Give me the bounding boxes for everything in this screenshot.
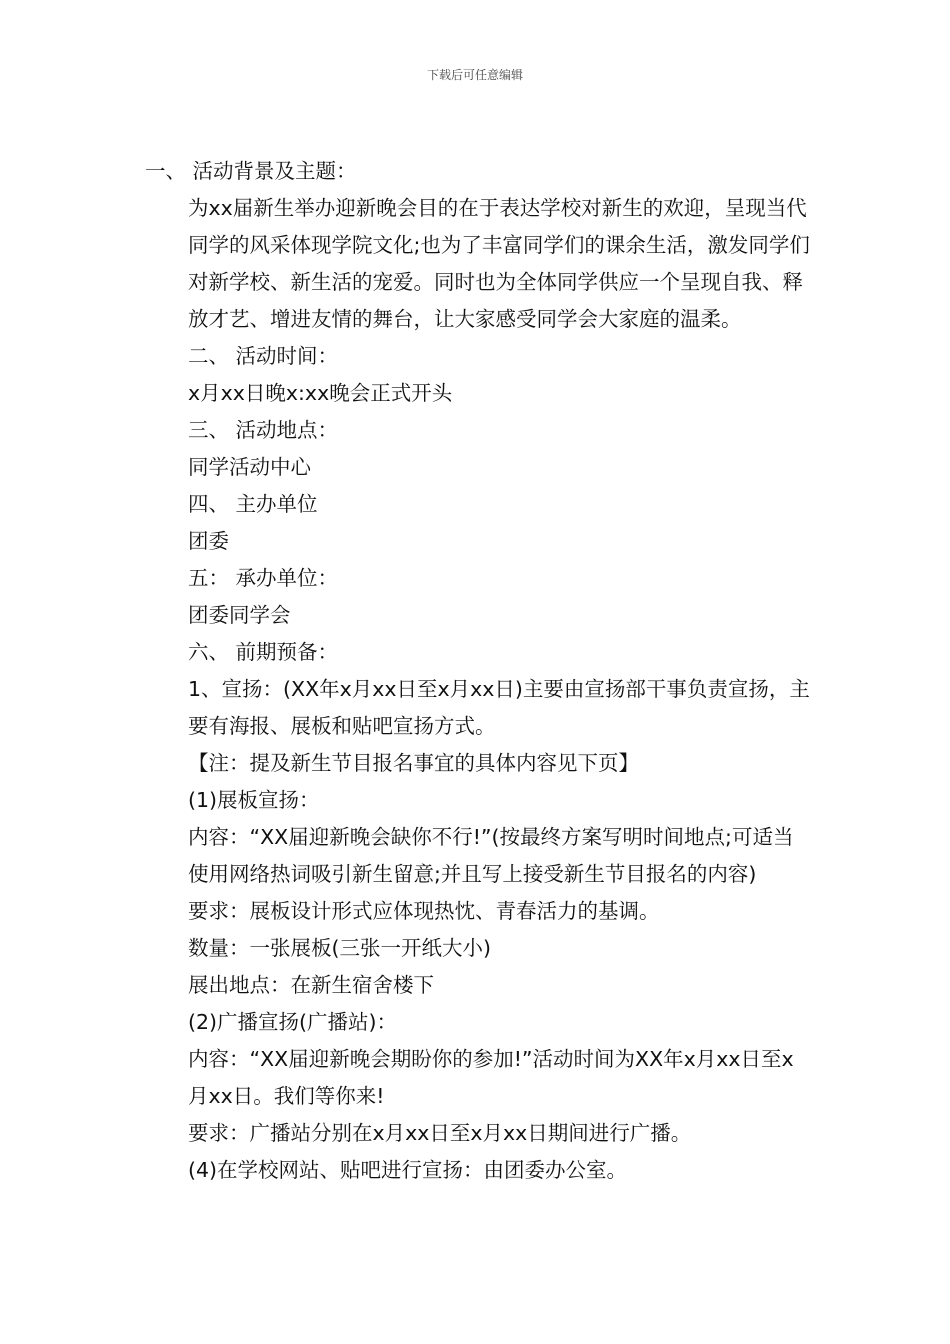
paragraph-host: 团委同学会 [188, 603, 291, 627]
paragraph-broadcast-content: 内容：“XX届迎新晚会期盼你的参加!”活动时间为XX年x月xx日至x月xx日。我们等你来! [188, 1047, 794, 1108]
subheading-board: (1)展板宣扬： [188, 788, 320, 812]
paragraph-time: x月xx日晚x:xx晚会正式开头 [188, 381, 453, 405]
section-heading-background: 一、 活动背景及主题： [145, 159, 357, 183]
document-body [145, 153, 810, 1189]
section-heading-location: 三、 活动地点： [188, 418, 339, 442]
section-heading-time: 二、 活动时间： [188, 344, 339, 368]
paragraph-board-quantity: 数量：一张展板(三张一开纸大小) [188, 936, 491, 960]
paragraph-organizer: 团委 [188, 529, 229, 553]
section-heading-host: 五： 承办单位： [188, 566, 339, 590]
paragraph-board-content: 内容：“XX届迎新晚会缺你不行!”(按最终方案写明时间地点;可适当使用网络热词吸引新生留意;并且写上接受新生节目报名的内容) [188, 825, 794, 886]
paragraph-broadcast-requirement: 要求：广播站分别在x月xx日至x月xx日期间进行广播。 [188, 1121, 692, 1145]
paragraph-board-requirement: 要求：展板设计形式应体现热忱、青春活力的基调。 [188, 899, 660, 923]
paragraph-location: 同学活动中心 [188, 455, 311, 479]
page-header: 下载后可任意编辑 [426, 68, 523, 82]
section-heading-preparation: 六、 前期预备： [188, 640, 339, 664]
section-heading-organizer: 四、 主办单位 [188, 492, 318, 516]
paragraph-board-location: 展出地点：在新生宿舍楼下 [188, 973, 434, 997]
paragraph-website: (4)在学校网站、贴吧进行宣扬：由团委办公室。 [188, 1158, 628, 1182]
paragraph-promotion: 1、宣扬：(XX年x月xx日至x月xx日)主要由宣扬部干事负责宣扬，主要有海报、展板和贴吧宣扬方式。 [188, 677, 810, 738]
subheading-broadcast: (2)广播宣扬(广播站)： [188, 1010, 398, 1034]
paragraph-note: 【注：提及新生节目报名事宜的具体内容见下页】 [188, 751, 639, 775]
paragraph-background: 为xx届新生举办迎新晚会目的在于表达学校对新生的欢迎，呈现当代同学的风采体现学院文化;也为了丰富同学们的课余生活，激发同学们对新学校、新生活的宠爱。同时也为全体同学供应一个呈现自我、释放才艺、增进友情的舞台，让大家感受同学会大家庭的温柔。 [188, 196, 810, 331]
